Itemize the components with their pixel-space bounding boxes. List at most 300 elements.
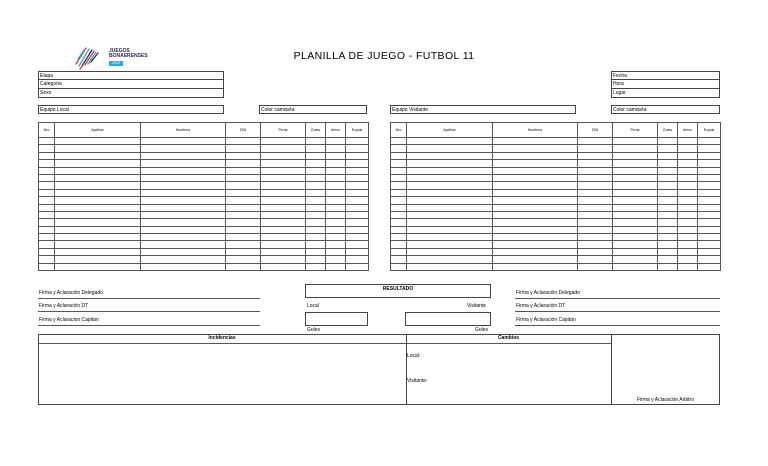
table-cell[interactable] bbox=[261, 167, 306, 174]
table-cell[interactable] bbox=[407, 241, 493, 248]
table-cell[interactable] bbox=[346, 256, 369, 263]
table-cell[interactable] bbox=[326, 241, 346, 248]
table-cell[interactable] bbox=[391, 174, 407, 181]
table-cell[interactable] bbox=[407, 219, 493, 226]
table-cell[interactable] bbox=[261, 211, 306, 218]
table-cell[interactable] bbox=[578, 160, 613, 167]
table-cell[interactable] bbox=[141, 256, 226, 263]
table-cell[interactable] bbox=[39, 174, 55, 181]
table-cell[interactable] bbox=[39, 234, 55, 241]
table-cell[interactable] bbox=[658, 167, 678, 174]
date-field[interactable]: Fecha bbox=[611, 71, 720, 80]
table-cell[interactable] bbox=[698, 204, 721, 211]
table-cell[interactable] bbox=[698, 189, 721, 196]
table-cell[interactable] bbox=[407, 145, 493, 152]
table-cell[interactable] bbox=[698, 211, 721, 218]
table-cell[interactable] bbox=[261, 234, 306, 241]
table-cell[interactable] bbox=[698, 256, 721, 263]
table-cell[interactable] bbox=[55, 256, 141, 263]
table-cell[interactable] bbox=[226, 211, 261, 218]
table-cell[interactable] bbox=[261, 174, 306, 181]
table-cell[interactable] bbox=[658, 152, 678, 159]
table-cell[interactable] bbox=[141, 248, 226, 255]
table-cell[interactable] bbox=[493, 234, 578, 241]
table-cell[interactable] bbox=[346, 241, 369, 248]
table-cell[interactable] bbox=[346, 138, 369, 145]
table-cell[interactable] bbox=[261, 241, 306, 248]
table-cell[interactable] bbox=[613, 167, 658, 174]
place-field[interactable]: Lugar bbox=[611, 89, 720, 98]
visitor-shirt-color-field[interactable]: Color camiseta bbox=[611, 105, 720, 114]
table-cell[interactable] bbox=[306, 241, 326, 248]
table-cell[interactable] bbox=[613, 256, 658, 263]
table-cell[interactable] bbox=[39, 211, 55, 218]
local-team-field[interactable]: Equipo Local bbox=[38, 105, 224, 114]
table-cell[interactable] bbox=[326, 219, 346, 226]
table-cell[interactable] bbox=[578, 234, 613, 241]
table-cell[interactable] bbox=[678, 226, 698, 233]
table-cell[interactable] bbox=[39, 256, 55, 263]
table-cell[interactable] bbox=[226, 174, 261, 181]
table-cell[interactable] bbox=[326, 138, 346, 145]
table-cell[interactable] bbox=[698, 219, 721, 226]
table-cell[interactable] bbox=[678, 211, 698, 218]
table-cell[interactable] bbox=[493, 160, 578, 167]
table-cell[interactable] bbox=[226, 263, 261, 270]
table-cell[interactable] bbox=[678, 167, 698, 174]
table-cell[interactable] bbox=[391, 263, 407, 270]
table-cell[interactable] bbox=[407, 138, 493, 145]
table-cell[interactable] bbox=[141, 211, 226, 218]
table-cell[interactable] bbox=[55, 234, 141, 241]
table-cell[interactable] bbox=[658, 189, 678, 196]
table-cell[interactable] bbox=[578, 263, 613, 270]
table-cell[interactable] bbox=[678, 152, 698, 159]
table-cell[interactable] bbox=[306, 256, 326, 263]
visitor-delegate-signature-line[interactable] bbox=[515, 298, 720, 299]
table-cell[interactable] bbox=[407, 174, 493, 181]
table-cell[interactable] bbox=[493, 189, 578, 196]
table-cell[interactable] bbox=[391, 152, 407, 159]
table-cell[interactable] bbox=[55, 145, 141, 152]
table-cell[interactable] bbox=[326, 197, 346, 204]
table-cell[interactable] bbox=[698, 145, 721, 152]
table-cell[interactable] bbox=[226, 145, 261, 152]
table-cell[interactable] bbox=[698, 182, 721, 189]
table-cell[interactable] bbox=[613, 234, 658, 241]
table-cell[interactable] bbox=[55, 189, 141, 196]
table-cell[interactable] bbox=[613, 152, 658, 159]
table-cell[interactable] bbox=[578, 138, 613, 145]
table-cell[interactable] bbox=[578, 167, 613, 174]
table-cell[interactable] bbox=[226, 241, 261, 248]
table-cell[interactable] bbox=[346, 160, 369, 167]
table-cell[interactable] bbox=[678, 241, 698, 248]
table-cell[interactable] bbox=[613, 174, 658, 181]
table-cell[interactable] bbox=[578, 182, 613, 189]
table-cell[interactable] bbox=[141, 152, 226, 159]
table-cell[interactable] bbox=[55, 241, 141, 248]
table-cell[interactable] bbox=[493, 152, 578, 159]
table-cell[interactable] bbox=[306, 263, 326, 270]
table-cell[interactable] bbox=[493, 197, 578, 204]
table-cell[interactable] bbox=[407, 182, 493, 189]
table-cell[interactable] bbox=[306, 211, 326, 218]
table-cell[interactable] bbox=[493, 219, 578, 226]
table-cell[interactable] bbox=[678, 189, 698, 196]
table-cell[interactable] bbox=[578, 152, 613, 159]
table-cell[interactable] bbox=[493, 211, 578, 218]
table-cell[interactable] bbox=[578, 197, 613, 204]
table-cell[interactable] bbox=[678, 197, 698, 204]
table-cell[interactable] bbox=[346, 234, 369, 241]
table-cell[interactable] bbox=[226, 204, 261, 211]
table-cell[interactable] bbox=[346, 248, 369, 255]
table-cell[interactable] bbox=[678, 263, 698, 270]
table-cell[interactable] bbox=[306, 174, 326, 181]
table-cell[interactable] bbox=[55, 174, 141, 181]
table-cell[interactable] bbox=[391, 226, 407, 233]
table-cell[interactable] bbox=[141, 167, 226, 174]
table-cell[interactable] bbox=[391, 241, 407, 248]
table-cell[interactable] bbox=[226, 256, 261, 263]
table-cell[interactable] bbox=[578, 189, 613, 196]
table-cell[interactable] bbox=[493, 226, 578, 233]
table-cell[interactable] bbox=[55, 211, 141, 218]
table-cell[interactable] bbox=[407, 152, 493, 159]
table-cell[interactable] bbox=[39, 241, 55, 248]
table-cell[interactable] bbox=[261, 204, 306, 211]
table-cell[interactable] bbox=[613, 204, 658, 211]
table-cell[interactable] bbox=[261, 263, 306, 270]
table-cell[interactable] bbox=[613, 263, 658, 270]
table-cell[interactable] bbox=[678, 160, 698, 167]
table-cell[interactable] bbox=[678, 234, 698, 241]
table-cell[interactable] bbox=[391, 160, 407, 167]
table-cell[interactable] bbox=[141, 219, 226, 226]
table-cell[interactable] bbox=[578, 226, 613, 233]
table-cell[interactable] bbox=[306, 182, 326, 189]
table-cell[interactable] bbox=[391, 197, 407, 204]
table-cell[interactable] bbox=[658, 256, 678, 263]
table-cell[interactable] bbox=[39, 189, 55, 196]
table-cell[interactable] bbox=[306, 138, 326, 145]
table-cell[interactable] bbox=[346, 263, 369, 270]
table-cell[interactable] bbox=[391, 219, 407, 226]
table-cell[interactable] bbox=[55, 167, 141, 174]
table-cell[interactable] bbox=[391, 167, 407, 174]
visitor-captain-signature-line[interactable] bbox=[515, 325, 720, 326]
table-cell[interactable] bbox=[55, 138, 141, 145]
table-cell[interactable] bbox=[391, 234, 407, 241]
table-cell[interactable] bbox=[141, 182, 226, 189]
table-cell[interactable] bbox=[678, 182, 698, 189]
table-cell[interactable] bbox=[678, 174, 698, 181]
table-cell[interactable] bbox=[391, 204, 407, 211]
local-goals-input[interactable] bbox=[305, 312, 368, 326]
table-cell[interactable] bbox=[578, 174, 613, 181]
table-cell[interactable] bbox=[678, 248, 698, 255]
table-cell[interactable] bbox=[39, 248, 55, 255]
table-cell[interactable] bbox=[306, 226, 326, 233]
table-cell[interactable] bbox=[326, 248, 346, 255]
table-cell[interactable] bbox=[306, 152, 326, 159]
table-cell[interactable] bbox=[141, 263, 226, 270]
table-cell[interactable] bbox=[39, 226, 55, 233]
table-cell[interactable] bbox=[658, 248, 678, 255]
table-cell[interactable] bbox=[306, 145, 326, 152]
table-cell[interactable] bbox=[613, 138, 658, 145]
table-cell[interactable] bbox=[141, 160, 226, 167]
table-cell[interactable] bbox=[391, 248, 407, 255]
visitor-goals-input[interactable] bbox=[405, 312, 491, 326]
table-cell[interactable] bbox=[261, 182, 306, 189]
table-cell[interactable] bbox=[306, 167, 326, 174]
table-cell[interactable] bbox=[226, 152, 261, 159]
table-cell[interactable] bbox=[226, 182, 261, 189]
table-cell[interactable] bbox=[658, 211, 678, 218]
table-cell[interactable] bbox=[678, 256, 698, 263]
table-cell[interactable] bbox=[39, 263, 55, 270]
table-cell[interactable] bbox=[613, 248, 658, 255]
table-cell[interactable] bbox=[578, 256, 613, 263]
table-cell[interactable] bbox=[326, 211, 346, 218]
incidents-area[interactable] bbox=[40, 345, 404, 403]
table-cell[interactable] bbox=[578, 248, 613, 255]
table-cell[interactable] bbox=[407, 256, 493, 263]
table-cell[interactable] bbox=[306, 204, 326, 211]
table-cell[interactable] bbox=[346, 145, 369, 152]
table-cell[interactable] bbox=[55, 197, 141, 204]
table-cell[interactable] bbox=[407, 263, 493, 270]
table-cell[interactable] bbox=[55, 263, 141, 270]
table-cell[interactable] bbox=[261, 152, 306, 159]
table-cell[interactable] bbox=[39, 138, 55, 145]
table-cell[interactable] bbox=[346, 189, 369, 196]
table-cell[interactable] bbox=[346, 204, 369, 211]
table-cell[interactable] bbox=[261, 219, 306, 226]
table-cell[interactable] bbox=[306, 219, 326, 226]
table-cell[interactable] bbox=[493, 204, 578, 211]
table-cell[interactable] bbox=[261, 256, 306, 263]
table-cell[interactable] bbox=[658, 182, 678, 189]
table-cell[interactable] bbox=[141, 204, 226, 211]
local-dt-signature-line[interactable] bbox=[38, 311, 260, 312]
table-cell[interactable] bbox=[698, 167, 721, 174]
table-cell[interactable] bbox=[326, 145, 346, 152]
table-cell[interactable] bbox=[407, 248, 493, 255]
table-cell[interactable] bbox=[226, 234, 261, 241]
table-cell[interactable] bbox=[493, 174, 578, 181]
table-cell[interactable] bbox=[141, 189, 226, 196]
table-cell[interactable] bbox=[613, 182, 658, 189]
table-cell[interactable] bbox=[698, 241, 721, 248]
table-cell[interactable] bbox=[407, 167, 493, 174]
table-cell[interactable] bbox=[346, 197, 369, 204]
table-cell[interactable] bbox=[141, 138, 226, 145]
table-cell[interactable] bbox=[658, 204, 678, 211]
table-cell[interactable] bbox=[39, 145, 55, 152]
table-cell[interactable] bbox=[407, 226, 493, 233]
table-cell[interactable] bbox=[141, 145, 226, 152]
category-field[interactable]: Categoria bbox=[38, 80, 224, 89]
table-cell[interactable] bbox=[261, 138, 306, 145]
table-cell[interactable] bbox=[493, 263, 578, 270]
table-cell[interactable] bbox=[55, 182, 141, 189]
table-cell[interactable] bbox=[326, 152, 346, 159]
table-cell[interactable] bbox=[578, 145, 613, 152]
table-cell[interactable] bbox=[658, 263, 678, 270]
table-cell[interactable] bbox=[493, 256, 578, 263]
table-cell[interactable] bbox=[226, 197, 261, 204]
table-cell[interactable] bbox=[306, 197, 326, 204]
table-cell[interactable] bbox=[613, 189, 658, 196]
table-cell[interactable] bbox=[391, 189, 407, 196]
table-cell[interactable] bbox=[493, 145, 578, 152]
sex-field[interactable]: Sexo bbox=[38, 89, 224, 98]
table-cell[interactable] bbox=[346, 152, 369, 159]
table-cell[interactable] bbox=[326, 263, 346, 270]
visitor-team-field[interactable]: Equipo Visitante bbox=[390, 105, 576, 114]
table-cell[interactable] bbox=[55, 160, 141, 167]
table-cell[interactable] bbox=[261, 145, 306, 152]
table-cell[interactable] bbox=[493, 241, 578, 248]
table-cell[interactable] bbox=[326, 160, 346, 167]
table-cell[interactable] bbox=[658, 160, 678, 167]
table-cell[interactable] bbox=[261, 197, 306, 204]
table-cell[interactable] bbox=[407, 211, 493, 218]
visitor-dt-signature-line[interactable] bbox=[515, 311, 720, 312]
table-cell[interactable] bbox=[613, 160, 658, 167]
table-cell[interactable] bbox=[658, 197, 678, 204]
table-cell[interactable] bbox=[306, 248, 326, 255]
table-cell[interactable] bbox=[658, 174, 678, 181]
table-cell[interactable] bbox=[226, 226, 261, 233]
time-field[interactable]: Hora bbox=[611, 80, 720, 89]
local-delegate-signature-line[interactable] bbox=[38, 298, 260, 299]
table-cell[interactable] bbox=[326, 204, 346, 211]
table-cell[interactable] bbox=[698, 152, 721, 159]
table-cell[interactable] bbox=[407, 234, 493, 241]
table-cell[interactable] bbox=[658, 145, 678, 152]
table-cell[interactable] bbox=[55, 226, 141, 233]
table-cell[interactable] bbox=[226, 219, 261, 226]
table-cell[interactable] bbox=[326, 174, 346, 181]
table-cell[interactable] bbox=[39, 152, 55, 159]
table-cell[interactable] bbox=[39, 160, 55, 167]
table-cell[interactable] bbox=[346, 174, 369, 181]
table-cell[interactable] bbox=[306, 160, 326, 167]
table-cell[interactable] bbox=[346, 167, 369, 174]
table-cell[interactable] bbox=[613, 241, 658, 248]
table-cell[interactable] bbox=[141, 226, 226, 233]
table-cell[interactable] bbox=[493, 167, 578, 174]
stage-field[interactable]: Etapa bbox=[38, 71, 224, 80]
table-cell[interactable] bbox=[141, 197, 226, 204]
table-cell[interactable] bbox=[613, 219, 658, 226]
table-cell[interactable] bbox=[391, 145, 407, 152]
table-cell[interactable] bbox=[578, 241, 613, 248]
table-cell[interactable] bbox=[261, 160, 306, 167]
table-cell[interactable] bbox=[326, 167, 346, 174]
table-cell[interactable] bbox=[261, 189, 306, 196]
table-cell[interactable] bbox=[698, 263, 721, 270]
table-cell[interactable] bbox=[578, 204, 613, 211]
table-cell[interactable] bbox=[698, 234, 721, 241]
table-cell[interactable] bbox=[613, 211, 658, 218]
table-cell[interactable] bbox=[391, 256, 407, 263]
table-cell[interactable] bbox=[493, 182, 578, 189]
table-cell[interactable] bbox=[306, 189, 326, 196]
table-cell[interactable] bbox=[346, 226, 369, 233]
table-cell[interactable] bbox=[326, 226, 346, 233]
table-cell[interactable] bbox=[578, 219, 613, 226]
table-cell[interactable] bbox=[493, 138, 578, 145]
table-cell[interactable] bbox=[141, 241, 226, 248]
table-cell[interactable] bbox=[407, 204, 493, 211]
table-cell[interactable] bbox=[326, 189, 346, 196]
table-cell[interactable] bbox=[698, 197, 721, 204]
table-cell[interactable] bbox=[55, 219, 141, 226]
table-cell[interactable] bbox=[39, 182, 55, 189]
table-cell[interactable] bbox=[658, 234, 678, 241]
table-cell[interactable] bbox=[261, 248, 306, 255]
table-cell[interactable] bbox=[39, 167, 55, 174]
table-cell[interactable] bbox=[39, 197, 55, 204]
table-cell[interactable] bbox=[346, 182, 369, 189]
table-cell[interactable] bbox=[391, 138, 407, 145]
table-cell[interactable] bbox=[678, 145, 698, 152]
table-cell[interactable] bbox=[613, 197, 658, 204]
table-cell[interactable] bbox=[698, 160, 721, 167]
table-cell[interactable] bbox=[658, 138, 678, 145]
table-cell[interactable] bbox=[326, 256, 346, 263]
table-cell[interactable] bbox=[613, 145, 658, 152]
table-cell[interactable] bbox=[226, 160, 261, 167]
table-cell[interactable] bbox=[678, 138, 698, 145]
table-cell[interactable] bbox=[613, 226, 658, 233]
table-cell[interactable] bbox=[391, 182, 407, 189]
table-cell[interactable] bbox=[55, 248, 141, 255]
table-cell[interactable] bbox=[493, 248, 578, 255]
table-cell[interactable] bbox=[326, 234, 346, 241]
table-cell[interactable] bbox=[698, 138, 721, 145]
table-cell[interactable] bbox=[678, 219, 698, 226]
table-cell[interactable] bbox=[55, 152, 141, 159]
table-cell[interactable] bbox=[39, 204, 55, 211]
table-cell[interactable] bbox=[141, 234, 226, 241]
table-cell[interactable] bbox=[261, 226, 306, 233]
table-cell[interactable] bbox=[698, 174, 721, 181]
table-cell[interactable] bbox=[391, 211, 407, 218]
local-shirt-color-field[interactable]: Color camiseta bbox=[259, 105, 367, 114]
table-cell[interactable] bbox=[226, 189, 261, 196]
table-cell[interactable] bbox=[226, 138, 261, 145]
table-cell[interactable] bbox=[658, 226, 678, 233]
table-cell[interactable] bbox=[141, 174, 226, 181]
table-cell[interactable] bbox=[698, 248, 721, 255]
table-cell[interactable] bbox=[226, 248, 261, 255]
table-cell[interactable] bbox=[306, 234, 326, 241]
local-captain-signature-line[interactable] bbox=[38, 325, 260, 326]
table-cell[interactable] bbox=[39, 219, 55, 226]
table-cell[interactable] bbox=[407, 197, 493, 204]
table-cell[interactable] bbox=[407, 160, 493, 167]
table-cell[interactable] bbox=[326, 182, 346, 189]
table-cell[interactable] bbox=[658, 219, 678, 226]
table-cell[interactable] bbox=[226, 167, 261, 174]
table-cell[interactable] bbox=[578, 211, 613, 218]
